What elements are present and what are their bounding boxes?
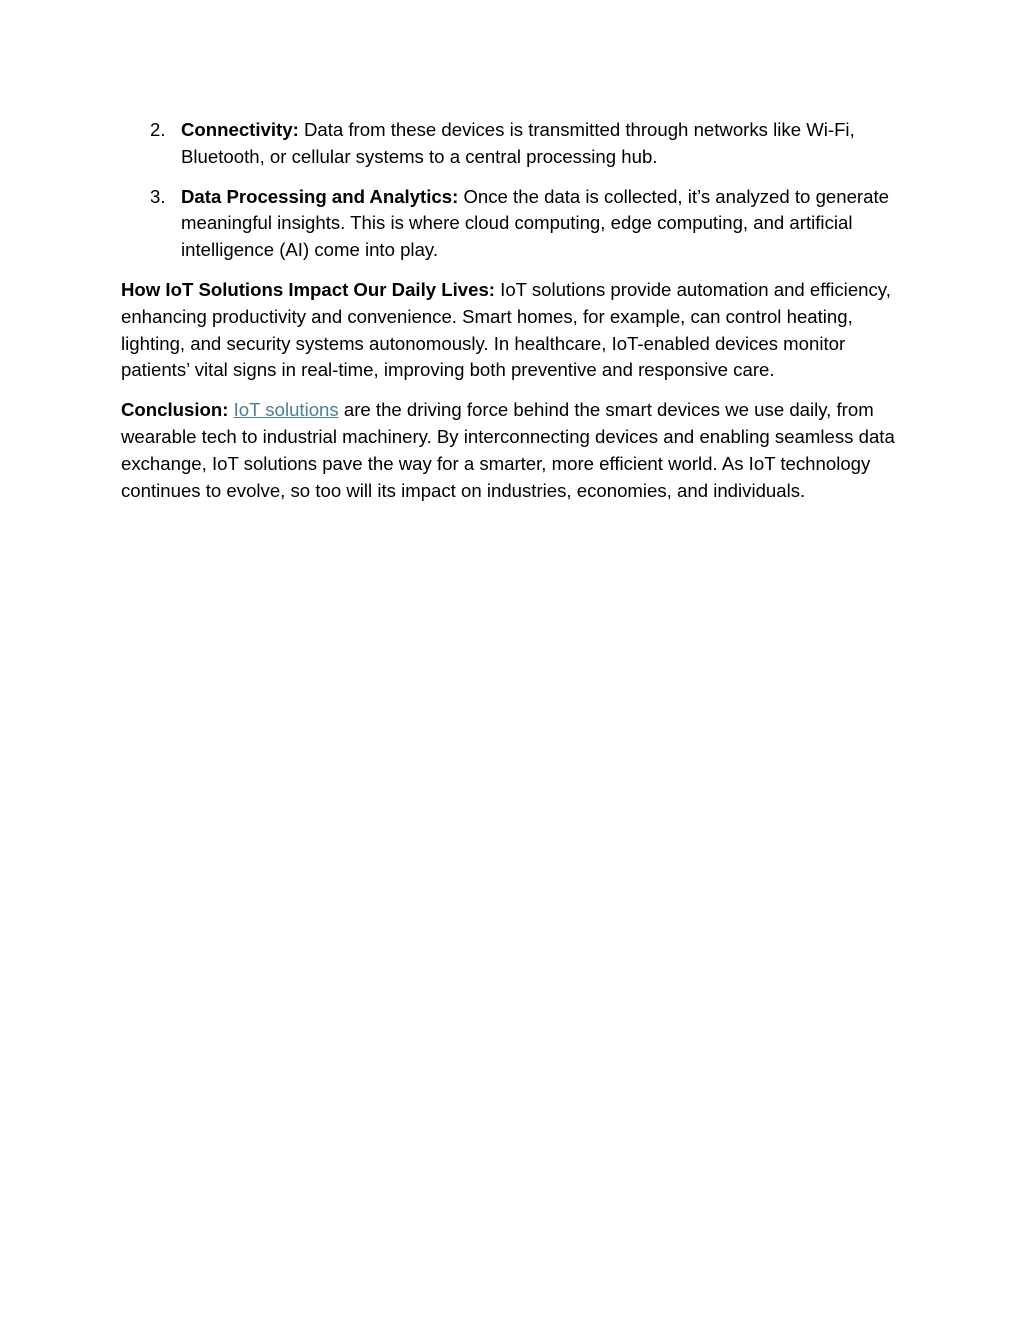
impact-paragraph: [121, 277, 911, 384]
list-item-text: Once the data is collected, it’s analyzed to generate meaningful insights. This is where cloud computing, edge computing, and artificial intelligence (AI) come into play.: [181, 185, 889, 261]
list-item-title: Data Processing and Analytics:: [181, 185, 459, 207]
conclusion-paragraph: [121, 397, 911, 504]
impact-text: IoT solutions provide automation and efficiency, enhancing productivity and convenience. Smart homes, for example, can control heating, lighting, and security systems autonomously. In healthcare, IoT-enabled devices monitor patients’ vital signs in real-time, improving both preventive and responsive care.: [121, 278, 891, 381]
iot-solutions-link[interactable]: IoT solutions: [233, 399, 339, 421]
list-item-connectivity: [121, 117, 911, 171]
list-item-text: Data from these devices is transmitted through networks like Wi-Fi, Bluetooth, or cellular systems to a central processing hub.: [181, 119, 855, 167]
numbered-list: [121, 117, 911, 264]
list-item-data-processing: [121, 184, 911, 264]
impact-heading: How IoT Solutions Impact Our Daily Lives:: [121, 278, 495, 300]
list-number: 2.: [150, 119, 166, 140]
list-number: 3.: [150, 185, 166, 207]
list-item-title: Connectivity:: [181, 119, 299, 140]
conclusion-heading: Conclusion:: [121, 399, 229, 421]
document-body: [121, 117, 911, 517]
conclusion-text: are the driving force behind the smart devices we use daily, from wearable tech to industrial machinery. By interconnecting devices and enabling seamless data exchange, IoT solutions pave the way for a smarter, more efficient world. As IoT technology continues to evolve, so too will its impact on industries, economies, and individuals.: [121, 399, 895, 501]
